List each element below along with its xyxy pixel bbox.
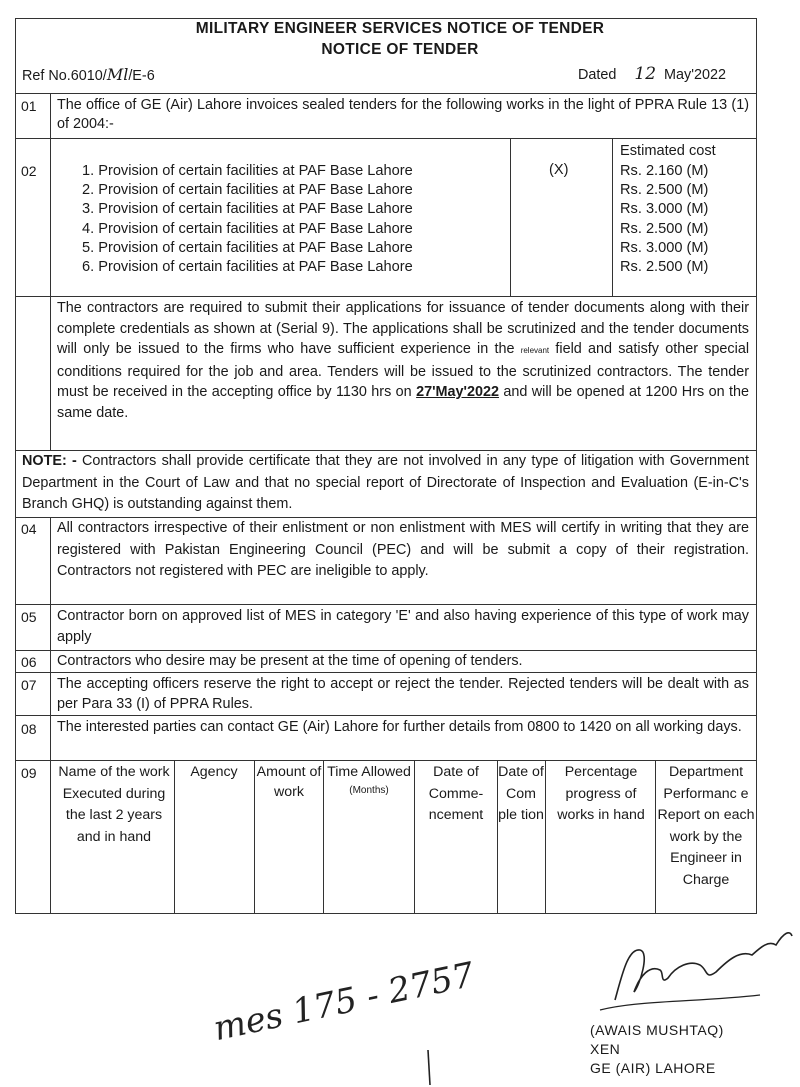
notice-title: MILITARY ENGINEER SERVICES NOTICE OF TENDER bbox=[195, 20, 605, 37]
signature-scribble bbox=[615, 933, 792, 1000]
work-item: 4. Provision of certain facilities at PAF Base Lahore bbox=[82, 221, 413, 237]
ref-handwritten: Ml bbox=[106, 65, 129, 84]
serial-number: 05 bbox=[21, 609, 37, 625]
note-label: NOTE: - bbox=[22, 453, 77, 469]
work-item: 6. Provision of certain facilities at PAF Base Lahore bbox=[82, 259, 413, 275]
conditions-text-c: and will be opened at 1200 Hrs on the same date. bbox=[57, 384, 749, 421]
cost-value: Rs. 3.000 (M) bbox=[620, 240, 709, 256]
serial-07-text: The accepting officers reserve the right to accept or reject the tender. Rejected tenders will be dealt with as per Para 33 (I) of PPRA Rules. bbox=[57, 676, 749, 712]
conditions-text-a: The contractors are required to submit their applications for issuance of tender documents along with their complete credentials as shown at (Serial 9). The applications shall be scrutinized and the tender documents will only be issued to the firms who have sufficient experience in the bbox=[57, 300, 749, 357]
dated-suffix: May'2022 bbox=[664, 67, 726, 83]
signatory-name: (AWAIS MUSHTAQ) bbox=[590, 1022, 724, 1038]
deadline-date: 27'May'2022 bbox=[416, 384, 499, 400]
cost-value: Rs. 3.000 (M) bbox=[620, 201, 709, 217]
serial-06-text: Contractors who desire may be present at the time of opening of tenders. bbox=[57, 653, 523, 669]
x-marker: (X) bbox=[549, 162, 569, 178]
time-allowed-label: Time Allowed bbox=[327, 764, 411, 780]
col-header-work-name: Name of the work Executed during the last 2 years and in hand bbox=[58, 764, 170, 845]
col-header-agency: Agency bbox=[190, 764, 238, 780]
col-header-completion: Date of Com ple tion bbox=[498, 764, 544, 823]
work-item: 5. Provision of certain facilities at PAF Base Lahore bbox=[82, 240, 413, 256]
ref-suffix: /E-6 bbox=[128, 68, 155, 84]
col-header-commencement: Date of Comme-ncement bbox=[428, 764, 484, 823]
months-label: (Months) bbox=[349, 784, 389, 796]
serial-05-text: Contractor born on approved list of MES in category 'E' and also having experience of this type of work may apply bbox=[57, 608, 749, 645]
cost-header: Estimated cost bbox=[620, 143, 716, 159]
note-body: Contractors shall provide certificate that they are not involved in any type of litigation with Government Department in the Court of Law and that no special report of Directorate of Inspection and Evaluation (E-in-C's Branch GHQ) is outstanding against them. bbox=[22, 453, 749, 512]
serial-number: 07 bbox=[21, 677, 37, 693]
serial-number: 01 bbox=[21, 98, 37, 114]
serial-01-text: The office of GE (Air) Lahore invoices sealed tenders for the following works in the light of PPRA Rule 13 (1) of 2004:- bbox=[57, 97, 749, 132]
serial-number: 09 bbox=[21, 765, 37, 781]
serial-number: 08 bbox=[21, 721, 37, 737]
notice-subtitle: NOTICE OF TENDER bbox=[321, 41, 479, 58]
ref-label: Ref No.6010/ bbox=[22, 68, 107, 84]
signatory-office: GE (AIR) LAHORE bbox=[590, 1060, 716, 1076]
serial-04-text: All contractors irrespective of their enlistment or non enlistment with MES will certify in writing that they are registered with Pakistan Engineering Council (PEC) and will be submit a copy of their registration. Contractors not registered with PEC are ineligible to apply. bbox=[57, 520, 749, 579]
serial-number: 02 bbox=[21, 163, 37, 179]
signature-underline bbox=[600, 995, 760, 1010]
work-item: 1. Provision of certain facilities at PAF Base Lahore bbox=[82, 163, 413, 179]
relevant-small-text: relevant bbox=[520, 346, 550, 355]
handwritten-note: mes 175 - 2757 bbox=[210, 954, 478, 1050]
cost-value: Rs. 2.160 (M) bbox=[620, 163, 709, 179]
cost-value: Rs. 2.500 (M) bbox=[620, 259, 709, 275]
col-header-percentage: Percentage progress of works in hand bbox=[557, 764, 645, 823]
work-item: 3. Provision of certain facilities at PAF Base Lahore bbox=[82, 201, 413, 217]
serial-08-text: The interested parties can contact GE (Air) Lahore for further details from 0800 to 1420 on all working days. bbox=[57, 719, 742, 735]
work-item: 2. Provision of certain facilities at PAF Base Lahore bbox=[82, 182, 413, 198]
serial-number: 06 bbox=[21, 654, 37, 670]
signatory-rank: XEN bbox=[590, 1041, 621, 1057]
dated-handwritten: 12 bbox=[634, 64, 657, 84]
col-header-amount: Amount of work bbox=[256, 764, 322, 800]
col-header-performance-report: Department Performanc e Report on each work by the Engineer in Charge bbox=[657, 764, 755, 888]
handwritten-stroke bbox=[428, 1050, 430, 1085]
cost-value: Rs. 2.500 (M) bbox=[620, 182, 709, 198]
dated-label: Dated bbox=[578, 67, 617, 83]
cost-value: Rs. 2.500 (M) bbox=[620, 221, 709, 237]
conditions-text-b: field and satisfy other special conditions required for the job and area. Tenders will be issued to the scrutinized contractors. The tender must be received in the accepting office by 1130 hrs on bbox=[57, 341, 750, 400]
serial-number: 04 bbox=[21, 521, 37, 537]
